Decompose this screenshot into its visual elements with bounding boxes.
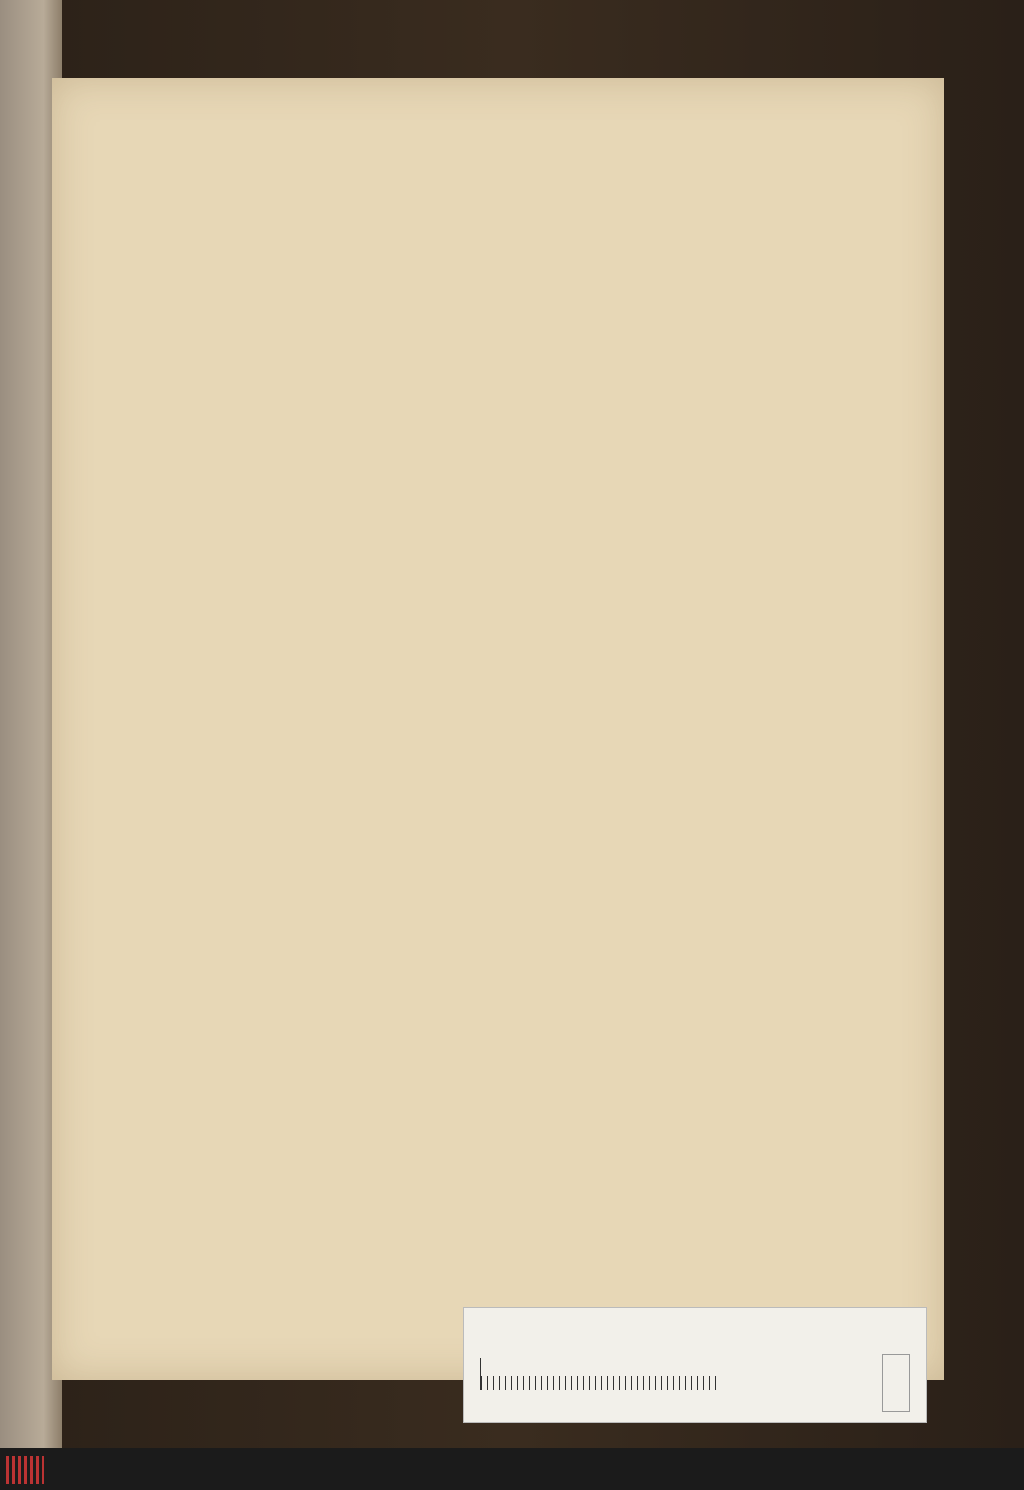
gray-patch-black	[830, 1354, 856, 1410]
scale-ruler	[480, 1358, 717, 1390]
color-target-card	[463, 1307, 927, 1423]
hab-logo-icon	[6, 1456, 44, 1484]
page-header	[252, 138, 904, 178]
gray-patch-white	[882, 1354, 910, 1412]
viewer-footer	[0, 1448, 1024, 1490]
book-page	[52, 78, 944, 1380]
gray-patch-mid	[856, 1354, 882, 1410]
